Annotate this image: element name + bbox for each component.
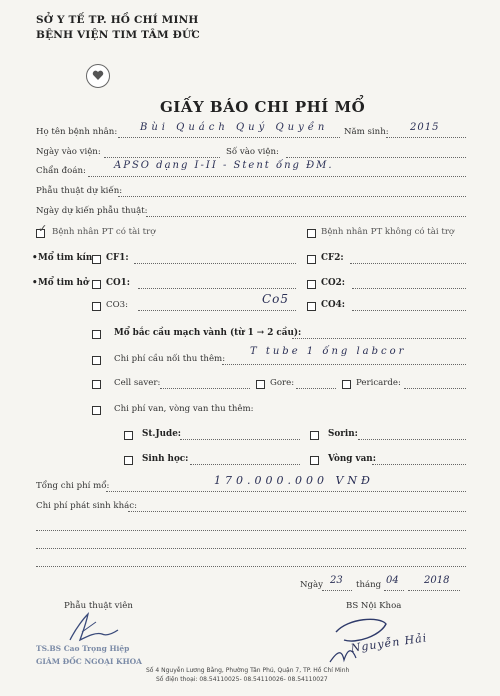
valve-checkbox[interactable]	[92, 406, 101, 415]
co2-label: CO2:	[321, 278, 346, 288]
sponsor-without-label: Bệnh nhân PT không có tài trợ	[321, 227, 455, 237]
pericarde-label: Pericarde:	[356, 378, 401, 388]
date-day-label: Ngày	[300, 580, 323, 590]
conduit-label: Chi phí cầu nối thu thêm:	[114, 354, 226, 364]
ring-checkbox[interactable]	[310, 456, 319, 465]
cf2-checkbox[interactable]	[307, 255, 316, 264]
bullet-icon: •	[32, 278, 38, 288]
internist-label: BS Nội Khoa	[346, 601, 402, 611]
date-day-value: 23	[330, 575, 343, 586]
cf2-label: CF2:	[321, 253, 344, 263]
sponsor-without-checkbox[interactable]	[307, 229, 316, 238]
surgeon-label: Phẫu thuật viên	[64, 601, 133, 611]
stjude-label: St.Jude:	[142, 429, 182, 439]
check-mark-icon: ✓	[38, 222, 48, 235]
co3-checkbox[interactable]	[92, 302, 101, 311]
ministry-name: SỞ Y TẾ TP. HỒ CHÍ MINH	[36, 14, 199, 26]
document-title: GIẤY BÁO CHI PHÍ MỔ	[160, 98, 366, 116]
patient-name-label: Họ tên bệnh nhân:	[36, 127, 118, 137]
surgeon-title-stamp: GIÁM ĐỐC NGOẠI KHOA	[36, 657, 143, 666]
bypass-label: Mổ bắc cầu mạch vành (từ 1 → 2 cầu):	[114, 328, 302, 338]
bullet-icon: •	[32, 253, 38, 263]
planned-surgery-label: Phẫu thuật dự kiến:	[36, 186, 123, 196]
sorin-label: Sorin:	[328, 429, 358, 439]
sponsor-with-label: Bệnh nhân PT có tài trợ	[52, 227, 156, 237]
co4-checkbox[interactable]	[307, 302, 316, 311]
hospital-name: BỆNH VIỆN TIM TÂM ĐỨC	[36, 29, 200, 41]
total-label: Tổng chi phí mổ:	[36, 481, 110, 491]
birth-year-label: Năm sinh:	[344, 127, 389, 137]
bio-checkbox[interactable]	[124, 456, 133, 465]
date-month-label: tháng	[356, 580, 382, 590]
cf1-label: CF1:	[106, 253, 129, 263]
bio-label: Sinh học:	[142, 454, 189, 464]
birth-year-value: 2015	[410, 122, 440, 133]
sorin-checkbox[interactable]	[310, 431, 319, 440]
valve-label: Chi phí van, vòng van thu thêm:	[114, 404, 254, 414]
diagnosis-label: Chẩn đoán:	[36, 166, 86, 176]
conduit-checkbox[interactable]	[92, 356, 101, 365]
planned-date-label: Ngày dự kiến phẫu thuật:	[36, 206, 148, 216]
stjude-checkbox[interactable]	[124, 431, 133, 440]
cell-saver-label: Cell saver:	[114, 378, 161, 388]
admit-date-label: Ngày vào viện:	[36, 147, 101, 157]
co1-checkbox[interactable]	[92, 280, 101, 289]
conduit-handwritten: T tube 1 ống labcor	[250, 346, 407, 357]
patient-name-value: Bùi Quách Quý Quyền	[140, 122, 329, 133]
extra-label: Chi phí phát sinh khác:	[36, 501, 137, 511]
date-year-value: 2018	[424, 575, 450, 586]
open-kin-label: Mổ tim kín	[38, 253, 93, 263]
diagnosis-value: APSO dạng I-II - Stent ống ĐM.	[114, 160, 334, 171]
date-month-value: 04	[386, 575, 399, 586]
cell-saver-checkbox[interactable]	[92, 380, 101, 389]
surgeon-name-stamp: TS.BS Cao Trọng Hiệp	[36, 644, 130, 653]
gore-label: Gore:	[270, 378, 295, 388]
admit-no-label: Số vào viện:	[226, 147, 279, 157]
co4-label: CO4:	[321, 300, 346, 310]
ring-label: Vòng van:	[328, 454, 376, 464]
co1-label: CO1:	[106, 278, 131, 288]
heart-icon	[92, 70, 104, 81]
gore-checkbox[interactable]	[256, 380, 265, 389]
surgeon-signature	[62, 610, 122, 644]
internist-signature-name: Nguyễn Hải	[350, 631, 429, 655]
cf1-checkbox[interactable]	[92, 255, 101, 264]
hospital-logo	[86, 64, 110, 88]
co2-checkbox[interactable]	[307, 280, 316, 289]
open-ho-label: Mổ tim hở	[38, 278, 89, 288]
co3-label: CO3:	[106, 300, 128, 310]
footer-address: Số 4 Nguyễn Lương Bằng, Phường Tân Phú, Quận 7, TP. Hồ Chí Minh	[146, 667, 350, 674]
total-value: 170.000.000 VNĐ	[214, 474, 374, 487]
pericarde-checkbox[interactable]	[342, 380, 351, 389]
co-handwritten: Co5	[262, 292, 290, 306]
footer-phone: Số điện thoại: 08.54110025- 08.54110026- 08.54110027	[156, 676, 328, 683]
bypass-checkbox[interactable]	[92, 330, 101, 339]
